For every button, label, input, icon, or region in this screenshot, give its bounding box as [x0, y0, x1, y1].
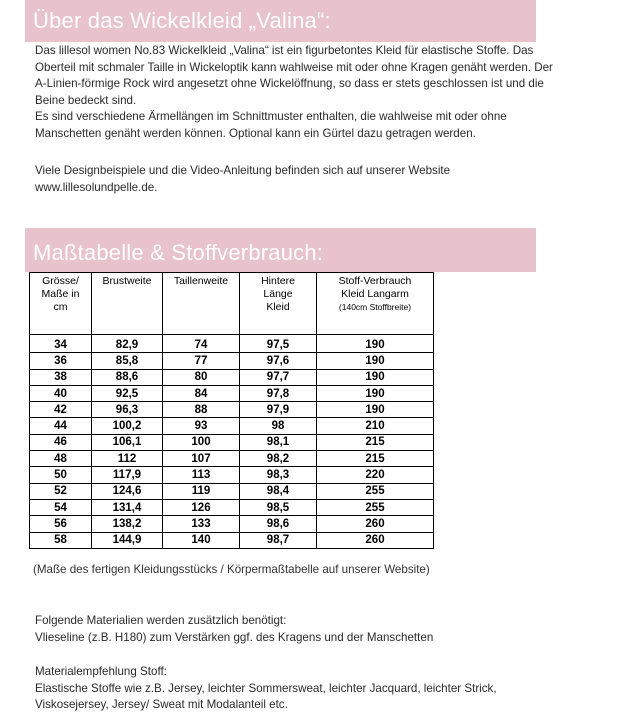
cell-fabric: 215 [317, 434, 434, 450]
table-row [30, 467, 434, 483]
table-row [30, 369, 434, 385]
table-row [30, 516, 434, 532]
header-length [240, 273, 317, 335]
header-fabric [317, 273, 434, 335]
cell-length: 98 [240, 418, 317, 434]
cell-size: 56 [30, 516, 92, 532]
cell-length: 98,5 [240, 499, 317, 515]
design-line: Viele Designbeispiele und die Video-Anleitung befinden sich auf unserer Website [35, 164, 451, 177]
fabric-heading: Materialempfehlung Stoff: [35, 665, 167, 678]
fabric-line: Viskosejersey, Jersey/ Sweat mit Modalanteil etc. [35, 698, 288, 711]
header-waist: Taillenweite [163, 273, 240, 335]
intro-line: Das lillesol women No.83 Wickelkleid „Valina“ ist ein figurbetontes Kleid für elastische Stoffe. Das [35, 44, 534, 57]
cell-waist: 93 [163, 418, 240, 434]
cell-waist: 100 [163, 434, 240, 450]
cell-length: 98,3 [240, 467, 317, 483]
table-row [30, 499, 434, 515]
cell-waist: 88 [163, 402, 240, 418]
cell-size: 48 [30, 451, 92, 467]
table-header-row [30, 273, 434, 335]
header-length-line: Kleid [266, 301, 290, 313]
cell-size: 52 [30, 483, 92, 499]
table-row [30, 418, 434, 434]
cell-size: 46 [30, 434, 92, 450]
table-row [30, 335, 434, 353]
section-title-size-chart: Maßtabelle & Stoffverbrauch: [25, 228, 536, 272]
cell-bust: 88,6 [92, 369, 163, 385]
cell-waist: 113 [163, 467, 240, 483]
cell-bust: 92,5 [92, 385, 163, 401]
table-row [30, 402, 434, 418]
cell-bust: 138,2 [92, 516, 163, 532]
cell-waist: 133 [163, 516, 240, 532]
header-fabric-note: (140cm Stoffbreite) [338, 302, 412, 312]
fabric-recommendation [35, 664, 615, 714]
cell-size: 36 [30, 353, 92, 369]
materials-section [35, 613, 615, 646]
cell-waist: 80 [163, 369, 240, 385]
header-fabric-line: Stoff-Verbrauch [338, 275, 412, 287]
section-title-about: Über das Wickelkleid „Valina“: [25, 0, 536, 42]
cell-length: 98,1 [240, 434, 317, 450]
header-length-line: Länge [263, 288, 293, 300]
cell-bust: 131,4 [92, 499, 163, 515]
cell-fabric: 255 [317, 499, 434, 515]
cell-length: 97,5 [240, 335, 317, 353]
cell-waist: 84 [163, 385, 240, 401]
cell-waist: 119 [163, 483, 240, 499]
cell-size: 54 [30, 499, 92, 515]
cell-length: 97,8 [240, 385, 317, 401]
cell-fabric: 190 [317, 369, 434, 385]
intro-line: Es sind verschiedene Ärmellängen im Schnittmuster enthalten, die wahlweise mit oder ohne [35, 110, 507, 123]
cell-bust: 85,8 [92, 353, 163, 369]
cell-waist: 74 [163, 335, 240, 353]
cell-bust: 117,9 [92, 467, 163, 483]
cell-waist: 140 [163, 532, 240, 548]
size-table [29, 272, 434, 549]
header-size-line: Grösse/ [42, 275, 79, 287]
materials-heading: Folgende Materialien werden zusätzlich benötigt: [35, 614, 287, 627]
header-fabric-line: Kleid Langarm [341, 288, 409, 300]
cell-bust: 144,9 [92, 532, 163, 548]
table-row [30, 353, 434, 369]
cell-length: 97,9 [240, 402, 317, 418]
cell-length: 97,7 [240, 369, 317, 385]
table-row [30, 532, 434, 548]
table-body [30, 335, 434, 549]
cell-bust: 96,3 [92, 402, 163, 418]
table-row [30, 483, 434, 499]
cell-bust: 100,2 [92, 418, 163, 434]
cell-fabric: 190 [317, 335, 434, 353]
cell-fabric: 210 [317, 418, 434, 434]
cell-size: 50 [30, 467, 92, 483]
intro-text [35, 43, 615, 142]
cell-fabric: 190 [317, 385, 434, 401]
cell-size: 40 [30, 385, 92, 401]
cell-length: 98,4 [240, 483, 317, 499]
cell-size: 42 [30, 402, 92, 418]
cell-length: 98,6 [240, 516, 317, 532]
cell-fabric: 255 [317, 483, 434, 499]
cell-bust: 82,9 [92, 335, 163, 353]
header-size [30, 273, 92, 335]
cell-length: 98,7 [240, 532, 317, 548]
design-info [35, 163, 615, 196]
table-row [30, 434, 434, 450]
intro-line: Beine bedeckt sind. [35, 93, 137, 107]
cell-bust: 106,1 [92, 434, 163, 450]
header-length-line: Hintere [261, 275, 295, 287]
cell-size: 44 [30, 418, 92, 434]
cell-waist: 107 [163, 451, 240, 467]
cell-size: 34 [30, 335, 92, 353]
cell-fabric: 220 [317, 467, 434, 483]
cell-fabric: 215 [317, 451, 434, 467]
cell-bust: 112 [92, 451, 163, 467]
header-size-line: cm [53, 301, 68, 313]
cell-waist: 126 [163, 499, 240, 515]
header-size-line: Maße in [41, 288, 80, 300]
cell-fabric: 260 [317, 532, 434, 548]
cell-fabric: 190 [317, 402, 434, 418]
intro-line: A-Linien-förmige Rock wird angesetzt ohne Wickelöffnung, so dass er stets geschlossen ist und die [35, 77, 544, 90]
table-row [30, 451, 434, 467]
table-note: (Maße des fertigen Kleidungsstücks / Körpermaßtabelle auf unserer Website) [33, 563, 430, 576]
cell-fabric: 190 [317, 353, 434, 369]
website-link[interactable]: www.lillesolundpelle.de. [35, 180, 158, 194]
cell-size: 38 [30, 369, 92, 385]
intro-line: Oberteil mit schmaler Taille in Wickeloptik kann wahlweise mit oder ohne Kragen genäht werden. Der [35, 60, 553, 74]
cell-length: 97,6 [240, 353, 317, 369]
cell-bust: 124,6 [92, 483, 163, 499]
cell-fabric: 260 [317, 516, 434, 532]
cell-length: 98,2 [240, 451, 317, 467]
cell-size: 58 [30, 532, 92, 548]
cell-waist: 77 [163, 353, 240, 369]
header-bust: Brustweite [92, 273, 163, 335]
fabric-line: Elastische Stoffe wie z.B. Jersey, leichter Sommersweat, leichter Jacquard, leichter Strick, [35, 681, 497, 695]
materials-text: Vlieseline (z.B. H180) zum Verstärken ggf. des Kragens und der Manschetten [35, 630, 434, 644]
table-row [30, 385, 434, 401]
intro-line: Manschetten genäht werden können. Optional kann ein Gürtel dazu getragen werden. [35, 126, 476, 140]
